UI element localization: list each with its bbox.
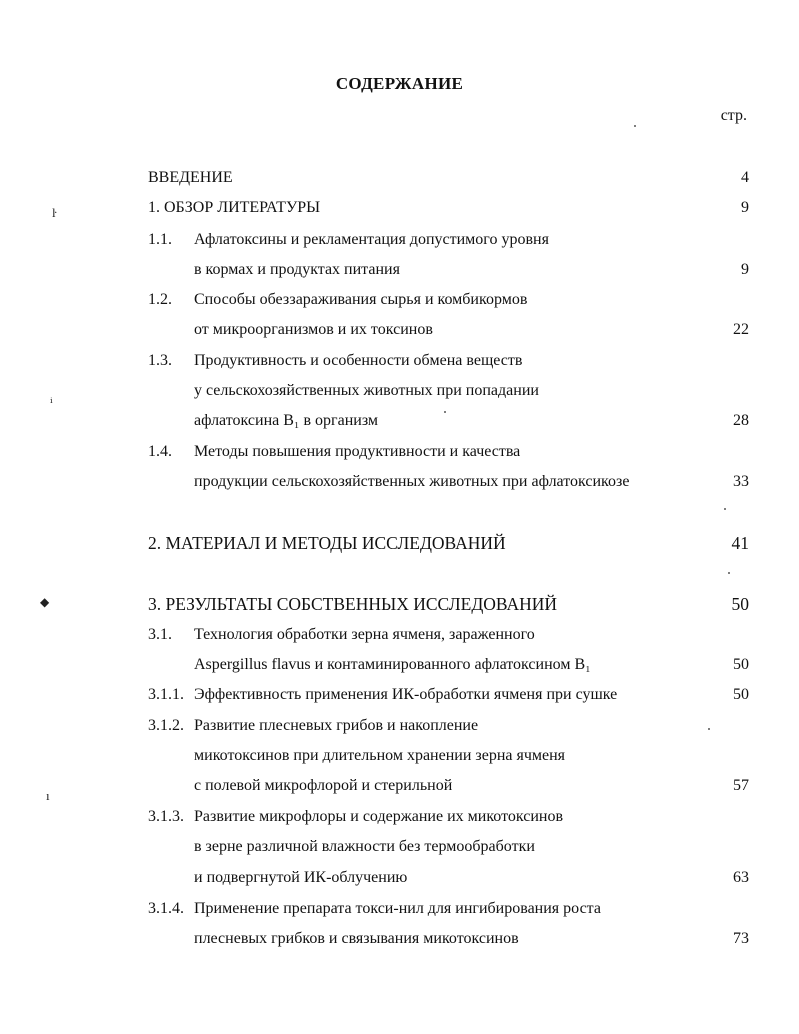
- entry-page: 9: [741, 261, 749, 278]
- entry-number: 3.1.: [148, 626, 172, 643]
- entry-page: 50: [733, 686, 749, 703]
- entry-page: 4: [741, 169, 749, 186]
- entry-title-line: Aspergillus flavus и контаминированного афлатоксином B₁: [194, 656, 591, 673]
- entry-title-line: от микроорганизмов и их токсинов: [194, 321, 433, 338]
- entry-page: 73: [733, 930, 749, 947]
- entry-page: 28: [733, 412, 749, 429]
- scan-speck: [634, 125, 636, 127]
- entry-title: ВВЕДЕНИЕ: [148, 169, 233, 186]
- entry-number: 3.1.3.: [148, 808, 184, 825]
- entry-title-line: и подвергнутой ИК-облучению: [194, 869, 408, 886]
- entry-number: 1.3.: [148, 352, 172, 369]
- scan-mark: ◆: [40, 595, 50, 609]
- entry-title-line: Способы обеззараживания сырья и комбикормов: [194, 291, 528, 308]
- entry-page: 50: [731, 594, 749, 614]
- entry-title-line: Развитие плесневых грибов и накопление: [194, 717, 479, 734]
- entry-page: 33: [733, 473, 749, 490]
- entry-title-line: с полевой микрофлорой и стерильной: [194, 777, 453, 794]
- entry-title-line: продукции сельскохозяйственных животных при афлатоксикозе: [194, 473, 630, 490]
- entry-page: 41: [731, 533, 749, 553]
- scan-mark: ŀ: [52, 205, 57, 220]
- entry-title-line: афлатоксина B₁ в организм: [194, 412, 379, 429]
- scan-mark: ⁱ: [50, 395, 53, 410]
- entry-title-line: микотоксинов при длительном хранении зерна ячменя: [194, 747, 566, 764]
- entry-title-line: Технология обработки зерна ячменя, зараженного: [194, 626, 535, 643]
- entry-number: 3.1.4.: [148, 900, 184, 917]
- entry-title-line: Эффективность применения ИК-обработки ячменя при сушке: [194, 686, 618, 703]
- entry-page: 22: [733, 321, 749, 338]
- entry-number: 1.4.: [148, 443, 172, 460]
- scan-mark: ı: [46, 788, 50, 803]
- entry-page: 50: [733, 656, 749, 673]
- entry-title: 2. МАТЕРИАЛ И МЕТОДЫ ИССЛЕДОВАНИЙ: [148, 533, 506, 553]
- entry-title-line: Методы повышения продуктивности и качества: [194, 443, 521, 460]
- entry-title-line: плесневых грибков и связывания микотоксинов: [194, 930, 519, 947]
- scan-speck: [728, 572, 730, 574]
- entry-number: 1.2.: [148, 291, 172, 308]
- entry-title-line: у сельскохозяйственных животных при попадании: [194, 382, 539, 399]
- toc-heading: СОДЕРЖАНИЕ: [335, 74, 464, 93]
- entry-number: 1.1.: [148, 231, 172, 248]
- entry-number: 3.1.1.: [148, 686, 184, 703]
- scan-speck: [444, 411, 446, 413]
- entry-title-line: Применение препарата токси-нил для ингибирования роста: [194, 900, 601, 917]
- entry-title-line: в кормах и продуктах питания: [194, 261, 400, 278]
- entry-title-line: Развитие микрофлоры и содержание их микотоксинов: [194, 808, 564, 825]
- entry-title-line: Афлатоксины и рекламентация допустимого уровня: [194, 231, 549, 248]
- entry-number: 3.1.2.: [148, 717, 184, 734]
- scan-speck: [724, 508, 726, 510]
- entry-title: 1. ОБЗОР ЛИТЕРАТУРЫ: [148, 199, 321, 216]
- entry-title-line: Продуктивность и особенности обмена веществ: [194, 352, 523, 369]
- entry-title: 3. РЕЗУЛЬТАТЫ СОБСТВЕННЫХ ИССЛЕДОВАНИЙ: [148, 594, 558, 614]
- entry-title-line: в зерне различной влажности без термообработки: [194, 838, 535, 855]
- scan-speck: [708, 728, 710, 730]
- entry-page: 9: [741, 199, 749, 216]
- entry-page: 57: [733, 777, 749, 794]
- entry-page: 63: [733, 869, 749, 886]
- page-column-label: стр.: [720, 107, 747, 124]
